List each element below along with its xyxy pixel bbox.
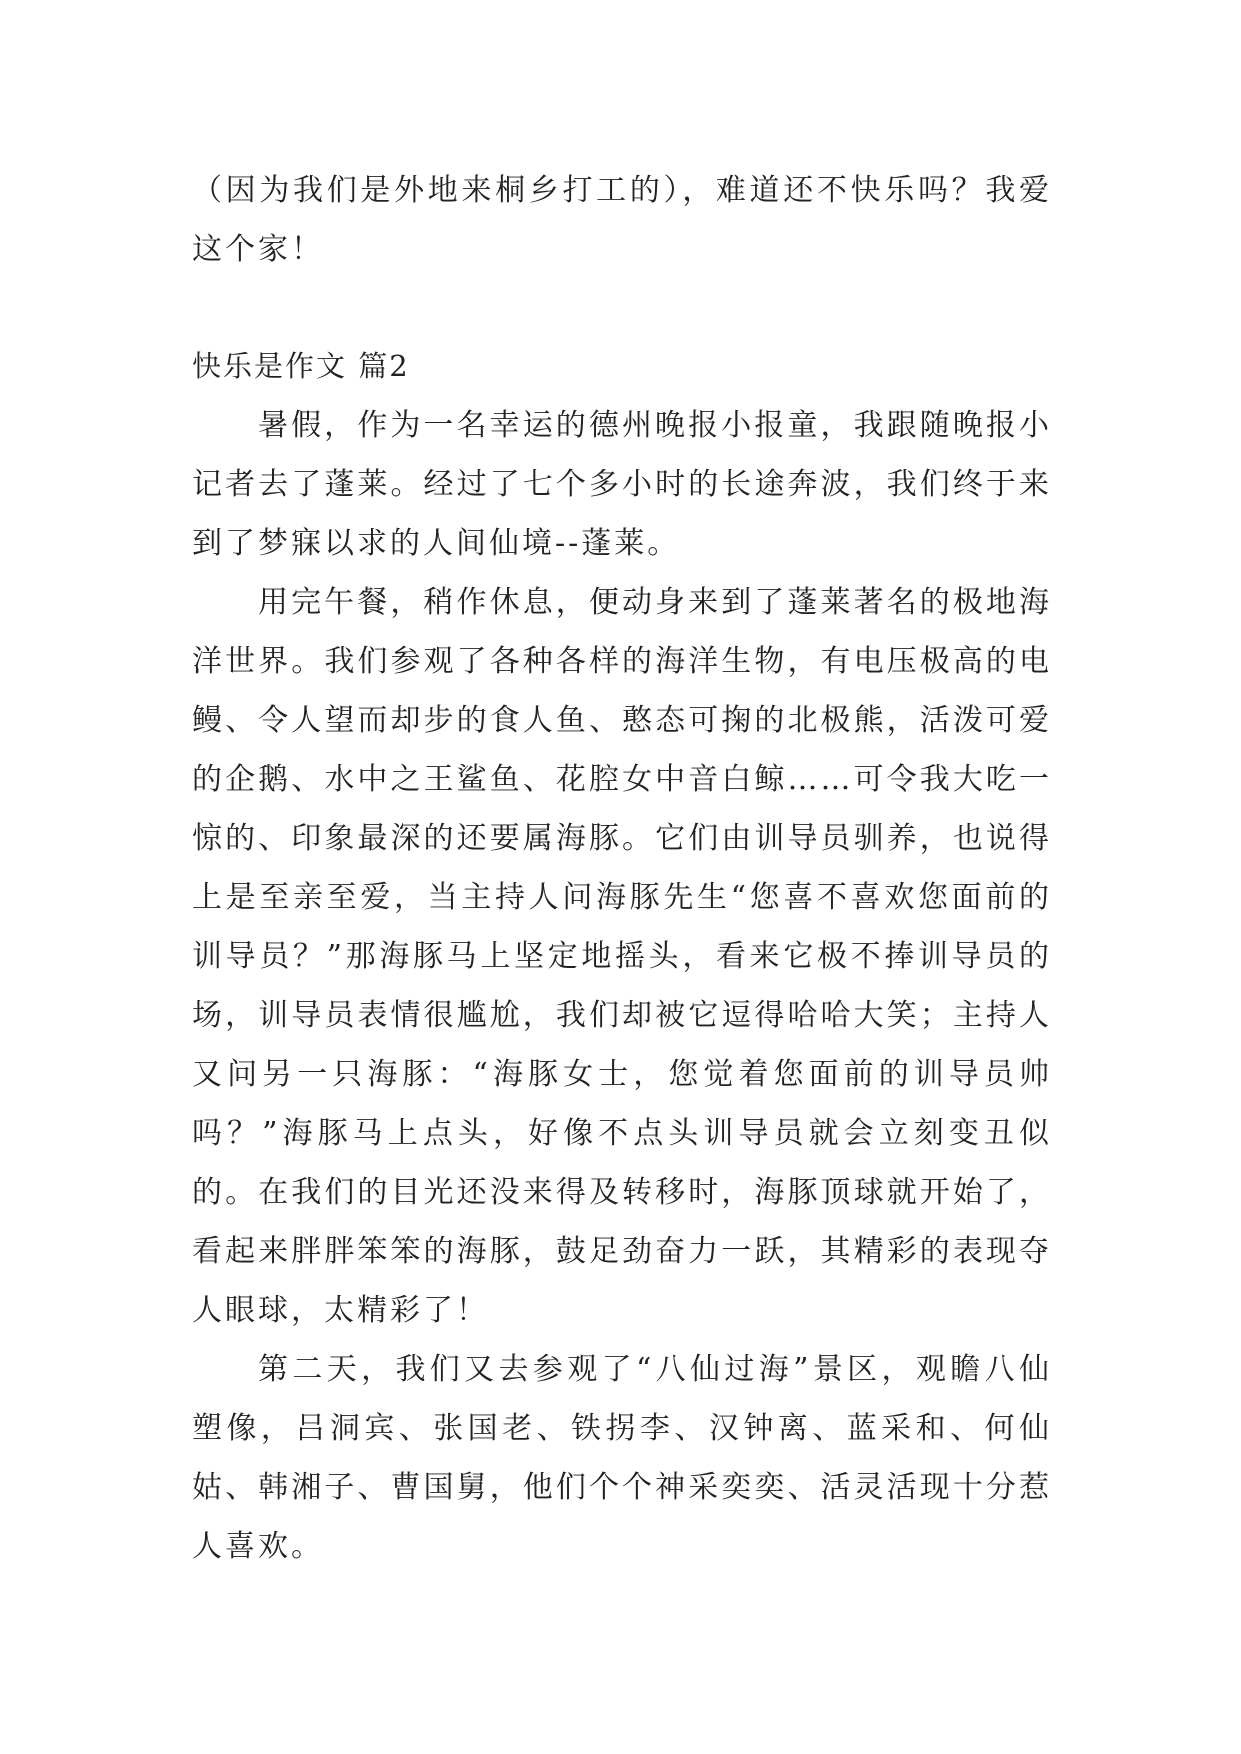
- paragraph-3: 第二天，我们又去参观了“八仙过海”景区，观瞻八仙塑像，吕洞宾、张国老、铁拐李、汉钟离、蓝采和、何仙姑、韩湘子、曹国舅，他们个个神采奕奕、活灵活现十分惹人喜欢。: [192, 1352, 1052, 1564]
- document-body: [192, 161, 1052, 1576]
- paragraph-2: 用完午餐，稍作休息，便动身来到了蓬莱著名的极地海洋世界。我们参观了各种各样的海洋生物，有电压极高的电鳗、令人望而却步的食人鱼、憨态可掬的北极熊，活泼可爱的企鹅、水中之王鲨鱼、花腔女中音白鲸……可令我大吃一惊的、印象最深的还要属海豚。它们由训导员驯养，也说得上是至亲至爱，当主持人问海豚先生“您喜不喜欢您面前的训导员？”那海豚马上坚定地摇头，看来它极不捧训导员的场，训导员表情很尴尬，我们却被它逗得哈哈大笑；主持人又问另一只海豚：“海豚女士，您觉着您面前的训导员帅吗？”海豚马上点头，好像不点头训导员就会立刻变丑似的。在我们的目光还没来得及转移时，海豚顶球就开始了，看起来胖胖笨笨的海豚，鼓足劲奋力一跃，其精彩的表现夺人眼球，太精彩了！: [192, 585, 1052, 1328]
- section-title: 快乐是作文 篇2: [192, 349, 410, 383]
- paragraph-1: 暑假，作为一名幸运的德州晚报小报童，我跟随晚报小记者去了蓬莱。经过了七个多小时的长途奔波，我们终于来到了梦寐以求的人间仙境--蓬莱。: [192, 408, 1052, 561]
- continued-paragraph: （因为我们是外地来桐乡打工的），难道还不快乐吗？我爱这个家！: [192, 173, 1052, 267]
